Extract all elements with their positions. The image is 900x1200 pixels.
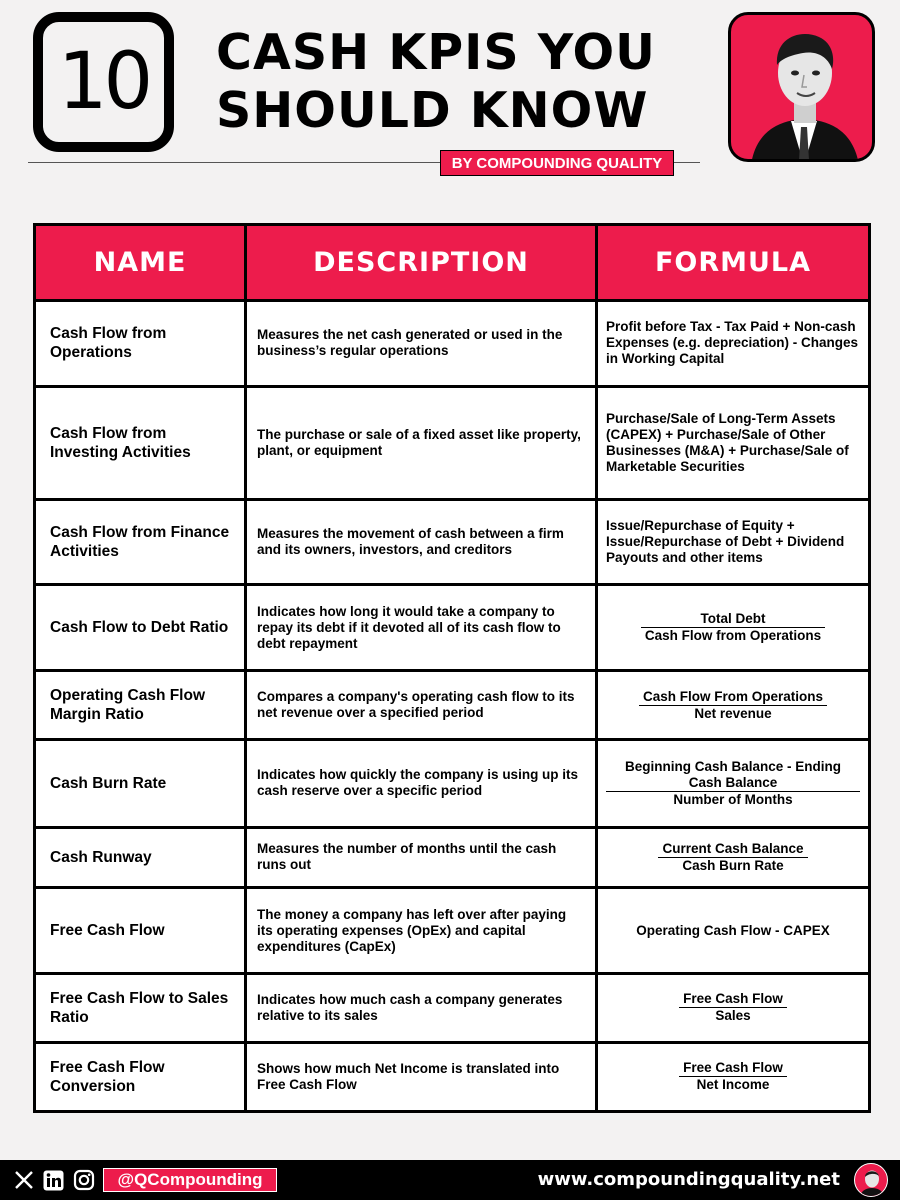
kpi-name: Cash Flow from Operations	[35, 301, 246, 387]
page-title	[216, 24, 656, 140]
linkedin-icon[interactable]	[41, 1168, 65, 1192]
table-row	[35, 740, 870, 827]
formula-denominator: Number of Months	[673, 791, 793, 807]
formula-denominator: Net revenue	[694, 705, 772, 721]
x-icon[interactable]	[12, 1168, 36, 1192]
author-portrait	[728, 12, 875, 162]
formula-denominator: Cash Flow from Operations	[644, 628, 822, 644]
formula-fraction	[606, 759, 860, 808]
kpi-formula	[597, 585, 870, 671]
table-row	[35, 671, 870, 740]
byline-text: BY COMPOUNDING QUALITY	[451, 154, 663, 172]
kpi-name: Cash Flow from Investing Activities	[35, 386, 246, 499]
kpi-formula	[597, 671, 870, 740]
header-name: NAME	[35, 225, 246, 301]
formula-fraction	[639, 689, 827, 722]
kpi-formula	[597, 1042, 870, 1111]
formula-denominator: Sales	[715, 1008, 751, 1024]
formula-denominator: Cash Burn Rate	[682, 857, 784, 873]
table-row	[35, 888, 870, 974]
footer-avatar	[854, 1163, 888, 1197]
formula-denominator: Net Income	[696, 1077, 770, 1093]
portrait-illustration	[731, 15, 875, 162]
kpi-name: Free Cash Flow Conversion	[35, 1042, 246, 1111]
header-description: DESCRIPTION	[246, 225, 597, 301]
kpi-description: The money a company has left over after paying its operating expenses (OpEx) and capital expenditures (CapEx)	[246, 888, 597, 974]
kpi-formula	[597, 973, 870, 1042]
table-row	[35, 827, 870, 888]
title-line-1: CASH KPIS YOU	[216, 24, 656, 81]
kpi-description: The purchase or sale of a fixed asset like property, plant, or equipment	[246, 386, 597, 499]
kpi-name: Free Cash Flow	[35, 888, 246, 974]
formula-fraction	[679, 991, 787, 1024]
table-row	[35, 301, 870, 387]
kpi-name: Cash Burn Rate	[35, 740, 246, 827]
formula-fraction	[679, 1060, 787, 1093]
table-row	[35, 585, 870, 671]
kpi-formula	[597, 740, 870, 827]
formula-numerator: Cash Flow From Operations	[639, 689, 827, 706]
title-line-2: SHOULD KNOW	[216, 82, 649, 139]
kpi-table	[33, 223, 871, 1113]
kpi-name: Cash Flow to Debt Ratio	[35, 585, 246, 671]
kpi-description: Measures the movement of cash between a firm and its owners, investors, and creditors	[246, 499, 597, 585]
table-header-row	[35, 225, 870, 301]
kpi-formula: Operating Cash Flow - CAPEX	[597, 888, 870, 974]
formula-numerator: Free Cash Flow	[679, 1060, 787, 1077]
table-row	[35, 1042, 870, 1111]
kpi-name: Free Cash Flow to Sales Ratio	[35, 973, 246, 1042]
number-badge-text: 10	[57, 37, 150, 127]
formula-numerator: Total Debt	[641, 611, 825, 628]
table-row	[35, 973, 870, 1042]
formula-numerator: Free Cash Flow	[679, 991, 787, 1008]
kpi-description: Measures the number of months until the cash runs out	[246, 827, 597, 888]
kpi-formula: Issue/Repurchase of Equity + Issue/Repurchase of Debt + Dividend Payouts and other items	[597, 499, 870, 585]
kpi-description: Measures the net cash generated or used in the business’s regular operations	[246, 301, 597, 387]
kpi-formula: Purchase/Sale of Long-Term Assets (CAPEX) + Purchase/Sale of Other Businesses (M&A) + Purchase/Sale of Marketable Securities	[597, 386, 870, 499]
kpi-name: Cash Runway	[35, 827, 246, 888]
formula-fraction	[641, 611, 825, 644]
byline-badge	[440, 150, 674, 176]
kpi-formula	[597, 827, 870, 888]
footer-bar	[0, 1160, 900, 1200]
table-row	[35, 499, 870, 585]
kpi-name: Cash Flow from Finance Activities	[35, 499, 246, 585]
formula-fraction	[658, 841, 807, 874]
kpi-description: Shows how much Net Income is translated into Free Cash Flow	[246, 1042, 597, 1111]
instagram-icon[interactable]	[72, 1168, 96, 1192]
social-handle[interactable]: @QCompounding	[103, 1168, 277, 1192]
kpi-formula: Profit before Tax - Tax Paid + Non-cash Expenses (e.g. depreciation) - Changes in Working Capital	[597, 301, 870, 387]
formula-numerator: Beginning Cash Balance - Ending Cash Balance	[606, 759, 860, 792]
kpi-description: Compares a company's operating cash flow to its net revenue over a specified period	[246, 671, 597, 740]
kpi-description: Indicates how much cash a company generates relative to its sales	[246, 973, 597, 1042]
kpi-description: Indicates how long it would take a company to repay its debt if it devoted all of its cash flow to debt repayment	[246, 585, 597, 671]
website-link[interactable]: www.compoundingquality.net	[537, 1169, 840, 1190]
kpi-description: Indicates how quickly the company is using up its cash reserve over a specific period	[246, 740, 597, 827]
kpi-name: Operating Cash Flow Margin Ratio	[35, 671, 246, 740]
formula-numerator: Current Cash Balance	[658, 841, 807, 858]
number-badge	[33, 12, 174, 152]
table-row	[35, 386, 870, 499]
header-formula: FORMULA	[597, 225, 870, 301]
